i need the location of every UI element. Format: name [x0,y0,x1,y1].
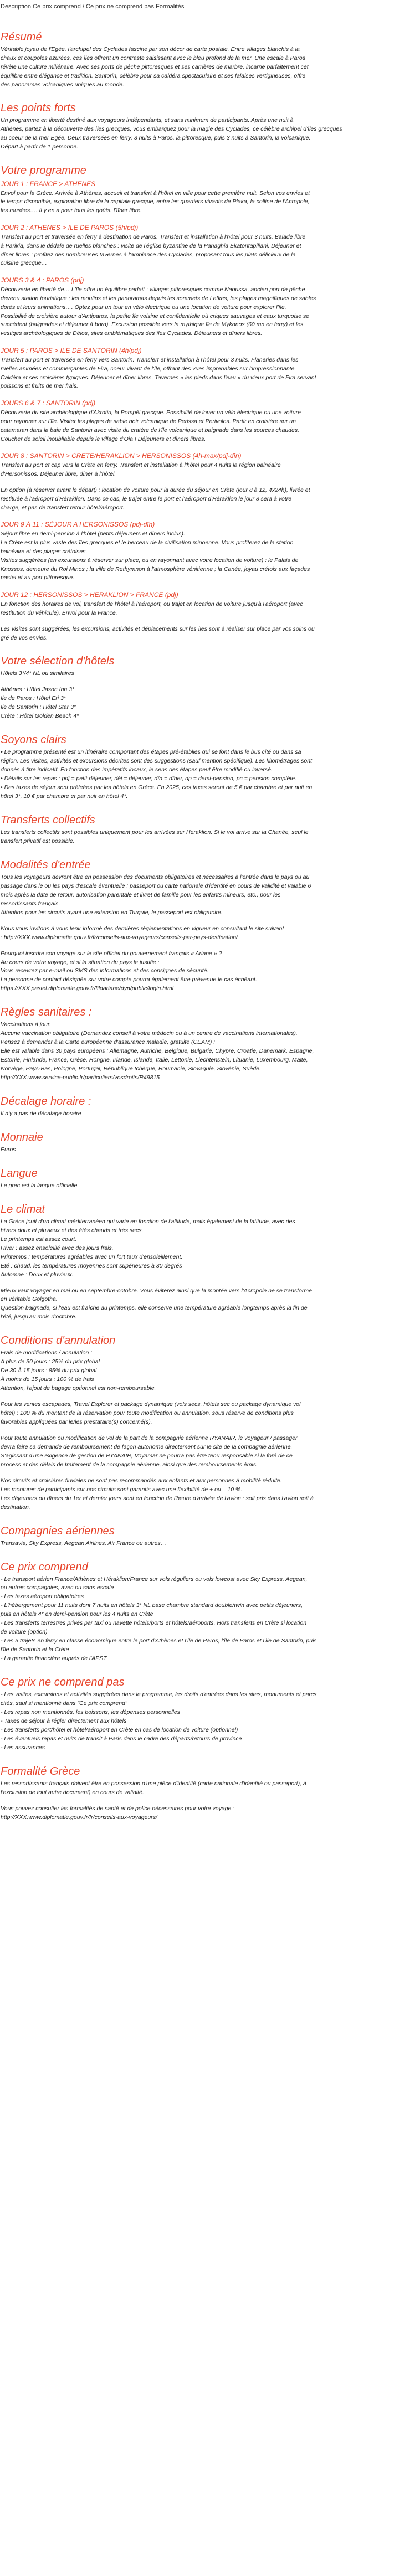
text-line[interactable]: http://XXX.www.diplomatie.gouv.fr/fr/conseils-aux-voyageurs/ [1,1813,157,1821]
text-line: - Taxes de séjour à régler directement aux hôtels [1,1717,127,1724]
text-line: Les ressortissants français doivent être en possession d'une pièce d'identité (carte nationale d'identité ou passeport), à [1,1780,306,1787]
text-line: - Les assurances [1,1744,45,1751]
text-line: hôtel 3*, 10 € par chambre et par nuit en hôtel 4*. [1,793,128,800]
text-line: Départ à partir de 1 personne. [1,143,79,151]
paragraph [1,950,413,994]
text-line: Knossos, demeure du Roi Minos ; la ville de Rethymnon à l'atmosphère vénitienne ; la Canée, joyau crétois aux façades [1,565,310,573]
text-line: Nos circuits et croisières fluviales ne sont pas recommandés aux enfants et aux personnes à mobilité réduite. [1,1477,282,1484]
text-line: restituée à l'aéroport d'Héraklion. Dans ce cas, le trajet entre le port et l'aéroport d'Héraklion le jour 8 sera à votre [1,495,292,502]
section-heading: Transferts collectifs [1,813,95,826]
paragraph [1,748,413,801]
section-heading: Votre sélection d'hôtels [1,655,115,668]
text-line: favorables appliquées par le/les prestataire(s) concerné(s). [1,1419,152,1425]
text-line: puis en hôtels 4* en demi-pension pour les 4 nuits en Crète [1,1611,153,1618]
text-line: ressortissants français. [1,900,60,907]
text-line: Pour les ventes escapades, Travel Explorer et package dynamique (vols secs, hôtels sec ou package dynamique vol + [1,1401,306,1408]
text-line: Euros [1,1146,16,1153]
day-description [1,530,413,583]
text-line: - Les repas non mentionnés, les boissons, les dépenses personnelles [1,1708,180,1715]
text-line: devenu station touristique ; les moulins et les panoramas depuis les sommets de Lefkes, les plages magnifiques de sables [1,295,316,302]
text-line: La personne de contact désignée sur votre compte pourra également être prévenue le cas échéant. [1,976,257,983]
text-line: Le printemps est assez court. [1,1235,77,1243]
section-climat [1,1203,413,1322]
paragraph [1,1575,413,1664]
text-line: - Les transferts port/hôtel et hôtel/aéroport en Crète en cas de location de voiture (optionnel) [1,1726,238,1733]
text-line: Vaccinations à jour. [1,1021,51,1028]
text-line: Aucune vaccination obligatoire (Demandez conseil à votre médecin ou à un centre de vaccinations internationales). [1,1030,298,1037]
text-line: Pensez à demander à la Carte européenne d'assurance maladie, gratuite (CEAM) : [1,1039,216,1046]
text-line: Découverte en liberté de… L'île offre un équilibre parfait : villages pittoresques comme Naoussa, ancien port de pêche [1,286,305,293]
text-line: devra faire sa demande de remboursement de façon autonome directement sur le site de la compagnie aérienne. [1,1443,293,1450]
text-line: Nous vous invitons à vous tenir informé des dernières réglementations en vigueur en consultant le site suivant [1,925,284,932]
text-line: Il n'y a pas de décalage horaire [1,1110,81,1117]
day-title: JOUR 12 : HERSONISSOS > HERAKLION > FRANCE (pdj) [1,591,178,599]
text-line: Frais de modifications / annulation : [1,1349,93,1357]
text-line: • Le programme présenté est un itinéraire comportant des étapes pré-établies qui se font dans le bus cité ou dans sa [1,749,301,756]
section-prix-comprend [1,1560,413,1664]
paragraph [1,625,413,643]
text-line: - Les taxes aéroport obligatoires [1,1593,84,1600]
day-title: JOURS 6 & 7 : SANTORIN (pdj) [1,399,96,408]
paragraph [1,873,413,918]
text-line: hôtel) : 100 % du montant de la réservation pour toute modification ou annulation, sous réserve de conditions plus [1,1410,294,1417]
text-line: Estonie, Finlande, France, Grèce, Hongrie, Irlande, Islande, Italie, Lettonie, Liechtenstein, Lituanie, Luxembourg, Malte, [1,1057,308,1064]
text-line: Véritable joyau de l'Egée, l'archipel des Cyclades fascine par son décor de carte postale. Entre villages blanchis à la [1,45,300,53]
text-line: - La garantie financière auprès de l'APST [1,1655,107,1662]
text-line: de voiture (option) [1,1629,48,1636]
paragraph [1,1805,413,1822]
section-heading: Formalité Grèce [1,1765,80,1778]
text-line: dîner libres : profitez des nombreuses tavernes à l'ambiance des Cyclades, proposant tous les plats délicieux de la [1,251,296,258]
text-line[interactable]: : http://XXX.www.diplomatie.gouv.fr/fr/conseils-aux-voyageurs/conseils-par-pays-destination/ [1,934,238,941]
text-line: en véritable Golgotha. [1,1296,58,1303]
text-line: à Parikia, dans le dédale de ruelles blanches : visite de l'église byzantine de la Panaghia Ekatontapiliani. Déjeuner et [1,242,301,249]
text-line: des panoramas volcaniques uniques au monde. [1,81,124,88]
text-line: Transfert au port et traversée en ferry vers Santorin. Transfert et installation à l'hôtel pour 3 nuits. Flaneries dans les [1,356,299,363]
text-line: process et des délais de traitement de la compagnie aérienne, ainsi que des remboursements émis. [1,1461,258,1468]
text-line: À moins de 15 jours : 100 % de frais [1,1376,94,1383]
section-programme [1,164,413,642]
text-line: Tous les voyageurs devront être en possession des documents obligatoires et nécessaires à l'entrée dans le pays ou au [1,873,310,880]
text-line: Ile de Paros : Hôtel Eri 3* [1,695,66,702]
text-line: ou autres compagnies, avec ou sans escale [1,1584,114,1591]
section-heading: Résumé [1,30,42,43]
text-line: Vous pouvez consulter les formalités de santé et de police nécessaires pour votre voyage : [1,1805,235,1812]
day-title: JOUR 2 : ATHENES > ILE DE PAROS (5h/pdj) [1,224,139,232]
paragraph [1,1182,413,1191]
paragraph [1,1146,413,1155]
section-heading: Compagnies aériennes [1,1524,115,1537]
day-description [1,409,413,444]
text-line: Possibilité de croisière autour d'Antiparos, la petite île voisine et confidentielle où criques sauvages et eaux turquoise se [1,312,310,320]
text-line: Attention, l'ajout de bagage optionnel est non-remboursable. [1,1385,156,1392]
text-line: Mieux vaut voyager en mai ou en septembre-octobre. Vous éviterez ainsi que la montée vers l'Acropole ne se transforme [1,1287,312,1294]
text-line: hivers doux et pluvieux et des étés chauds et très secs. [1,1227,144,1234]
text-line: Printemps : températures agréables avec un fort taux d'ensoleillement. [1,1253,183,1260]
text-line: Elle est valable dans 30 pays européens : Allemagne, Autriche, Belgique, Bulgarie, Chypre, Croatie, Danemark, Espagne, [1,1048,314,1055]
section-monnaie [1,1131,413,1155]
text-line: Transavia, Sky Express, Aegean Airlines, Air France ou autres… [1,1539,167,1547]
text-line: De 30 À 15 jours : 85% du prix global [1,1367,97,1374]
section-heading: Votre programme [1,164,86,177]
paragraph [1,686,413,721]
text-line: - Les visites, excursions et activités suggérées dans le programme, les droits d'entrées dans les sites, monuments et parcs [1,1691,317,1698]
section-langue [1,1167,413,1191]
section-transferts [1,813,413,846]
text-line: poissons et fruits de mer frais. [1,383,79,390]
section-heading: Langue [1,1167,38,1179]
text-line: destination. [1,1503,30,1511]
text-line: Athènes, partez à la découverte des îles grecques, vous embarquez pour la magie des Cyclades, ce célèbre archipel d'îles grecques [1,126,342,133]
text-line: Un programme en liberté destiné aux voyageurs indépendants, et sans minimum de participants. Après une nuit à [1,117,294,124]
text-line: l'exclusion de tout autre document) en cours de validité. [1,1789,144,1796]
paragraph [1,925,413,942]
text-line: - L'hébergement pour 11 nuits dont 7 nuits en hôtels 3* NL base chambre standard double/twin avec petits déjeuners, [1,1602,303,1609]
text-line: restitution du véhicule). Envol pour la France. [1,609,117,616]
text-line[interactable]: http://XXX.www.service-public.fr/particuliers/vosdroits/R49815 [1,1074,160,1081]
section-heading: Conditions d'annulation [1,1335,116,1347]
text-line: au coeur de la mer Egée. Deux traversées en ferry, 3 nuits à Paros, la pittoresque, puis 3 nuits à Santorin, la volcanique. [1,135,311,142]
paragraph [1,1539,413,1548]
text-line: pour rayonner sur l'île. Visiter les plages de sable noir volcanique de Perissa et Perivolos. Partir en croisière sur un [1,418,296,425]
section-annulation [1,1334,413,1512]
text-line: Pourquoi inscrire son voyage sur le site officiel du gouvernement français « Ariane » ? [1,950,222,957]
section-heading: Ce prix ne comprend pas [1,1676,125,1689]
text-line: Les transferts collectifs sont possibles uniquement pour les arrivées sur Heraklion. Si le vol arrive sur la Chanée, seul le [1,828,309,836]
text-line: Au cours de votre voyage, et si la situation du pays le justifie : [1,959,160,966]
section-heading: Les points forts [1,102,76,115]
text-line: mois après la date de retour, autorisation parentale et livret de famille pour les enfants mineurs, etc., pour les [1,891,281,898]
text-line: cuisine grecque… [1,260,48,267]
text-line: transfert privatif est possible. [1,837,75,844]
paragraph [1,1434,413,1470]
day-title: JOUR 5 : PAROS > ILE DE SANTORIN (4h/pdj) [1,347,142,355]
day-description [1,600,413,618]
text-line: Vous recevrez par e-mail ou SMS des informations et des consignes de sécurité. [1,967,209,975]
text-line: l'île de Santorin et la Crète [1,1646,69,1653]
day-description [1,233,413,269]
day-description [1,286,413,339]
text-line: passage dans le ou les pays d'escale éventuelle : passeport ou carte nationale d'identité en cours de validité et valable 6 [1,882,311,889]
day-title: JOUR 8 : SANTORIN > CRETE/HERAKLION > HERSONISSOS (4h-max/pdj-dîn) [1,452,242,460]
paragraph [1,828,413,846]
text-line: S'agissant d'une exigence de gestion de RYANAIR, Voyamar ne pourra pas être tenu responsable si la foré de ce [1,1452,293,1459]
text-line: catamaran dans la baie de Santorin avec visite du cratère de l'île volcanique et baignade dans les sources chaudes. [1,426,300,434]
section-heading: Monnaie [1,1131,43,1143]
section-points-forts [1,101,413,152]
text-line: cités, sauf si mentionné dans "Ce prix comprend" [1,1700,127,1707]
text-line: Transfert au port et traversée en ferry à destination de Paros. Transfert et installation à l'hôtel pour 3 nuits. Balade libre [1,233,306,240]
text-line: Ile de Santorin : Hôtel Star 3* [1,704,76,711]
paragraph [1,669,413,678]
text-line: En option (à réserver avant le départ) : location de voiture pour la durée du séjour en Crète (jour 8 à 12, 4x24h), livrée et [1,486,310,493]
paragraph [1,1218,413,1280]
text-line: succèdent (baignades et déjeuner à bord). Excursion possible vers la mythique île de Mykonos (60 mn en ferry) et les [1,321,304,328]
day-title: JOURS 3 & 4 : PAROS (pdj) [1,276,84,285]
text-line: Envol pour la Grèce. Arrivée à Athènes, accueil et transfert à l'hôtel en ville pour cette première nuit. Selon vos envies et [1,189,310,197]
text-line: • Des taxes de séjour sont préleées par les hôtels en Grèce. En 2025, ces taxes seront de 5 € par chambre et par nuit en [1,784,313,791]
text-line: Athènes : Hôtel Jason Inn 3* [1,686,75,693]
top-tabs-line: Description Ce prix comprend / Ce prix ne comprend pas Formalités [1,3,185,10]
text-line: Attention pour les circuits ayant une extension en Turquie, le passeport est obligatoire. [1,909,223,916]
text-line: révèle une culture millénaire. Avec ses ports de pêche pittoresques et ses carrières de marbre, incarne parfaitement cet [1,63,309,70]
section-hotels [1,655,413,721]
paragraph [1,486,413,513]
text-line: - Le transport aérien France/Athènes et Héraklion/France sur vols réguliers ou vols lowcost avec Sky Express, Aegean, [1,1575,308,1583]
section-heading: Règles sanitaires : [1,1006,92,1019]
text-line: Les déjeuners ou dîners du 1er et dernier jours sont en fonction de l'heure d'arrivée de l'avion : soit pris dans l'avion soit à [1,1495,314,1502]
day-title: JOUR 1 : FRANCE > ATHENES [1,180,96,188]
text-line: Transfert au port et cap vers la Crète en ferry. Transfert et installation à l'hôtel pour 4 nuits la région balnéaire [1,461,281,468]
text-line: - Les transferts terrestres privés par taxi ou navette hôtels/ports et hôtels/aéroports. Hors transferts en Crète si location [1,1620,307,1627]
section-heading: Modalités d'entrée [1,858,91,871]
text-line: balnéaire et des plages crétoises. [1,548,88,555]
section-prix-ne-comprend [1,1676,413,1753]
text-line: Caldéra et ses croisières typiques. Déjeuner et dîner libres. Tavernes « les pieds dans l'eau » du vieux port de Fira servant [1,374,316,381]
text-line: Pour toute annulation ou modification de vol de la part de la compagnie aérienne RYANAIR, le voyageur / passager [1,1434,298,1441]
text-line: Séjour libre en demi-pension à l'hôtel (petits déjeuners et dîners inclus). [1,530,185,537]
section-formalite [1,1765,413,1822]
text-line: gré de vos envies. [1,634,48,641]
paragraph [1,1477,413,1512]
text-line: charge, et pas de transfert retour hôtel/aéroport. [1,504,125,511]
text-line: pastel et au port pittoresque. [1,574,75,581]
paragraph [1,1021,413,1083]
day-description [1,189,413,216]
text-line: Hiver : assez ensoleillé avec des jours frais. [1,1244,114,1251]
section-resume [1,30,413,90]
text-line: Eté : chaud, les températures moyennes sont supérieures à 30 degrés [1,1262,182,1269]
paragraph [1,1691,413,1753]
text-line: Automne : Doux et pluvieux. [1,1271,74,1278]
day-description [1,461,413,479]
text-line: A plus de 30 jours : 25% du prix global [1,1358,100,1366]
text-line[interactable]: https://XXX.pastel.diplomatie.gouv.fr/fildariane/dyn/public/login.html [1,985,174,992]
text-line: Le grec est la langue officielle. [1,1182,79,1189]
section-modalites [1,858,413,993]
text-line: Visites suggérées (en excursions à réserver sur place, ou en rayonnant avec votre location de voiture) : le Palais de [1,557,299,564]
text-line: donnés à titre indicatif. En fonction des impératifs locaux, le sens des étapes peut être modifié ou inversé. [1,766,273,774]
text-line: Les montures de participants sur nos circuits sont garantis avec une flexibilité de + ou – 10 %. [1,1486,243,1493]
text-line: chaux et coupoles azurées, ces îles offrent un contraste saisissant avec le bleu profond de la mer. Une escale à Paros [1,54,305,61]
text-line: La Grèce jouit d'un climat méditerranéen qui varie en fonction de l'altitude, mais également de la latitude, avec des [1,1218,295,1225]
text-line: La Crète est la plus vaste des îles grecques et le berceau de la civilisation minoenne. Vous profiterez de la station [1,539,294,546]
section-soyons-clairs [1,733,413,801]
text-line: Norvège, Pays-Bas, Pologne, Portugal, République tchèque, Roumanie, Slovaquie, Slovénie, Suède. [1,1065,261,1073]
section-compagnies [1,1524,413,1548]
text-line: - Les éventuels repas et nuits de transit à Paris dans le cadre des départs/retours de province [1,1735,242,1742]
section-heading: Le climat [1,1203,45,1215]
text-line: dorés et leurs animations…. Optez pour un tour en vélo électrique ou une location de voiture pour explorer l'île. [1,303,286,311]
text-line: ruelles animées et commerçantes de Fira, coeur vivant de l'île, offrant des vues imprenables sur l'impressionnante [1,365,295,372]
paragraph [1,1110,413,1119]
text-line: d'Hersonissos. Déjeuner libre, dîner à l'hôtel. [1,470,116,477]
text-line: Question baignade, si l'eau est fraîche au printemps, elle conserve une température agréable longtemps après la fin de [1,1305,308,1312]
text-line: Crète : Hôtel Golden Beach 4* [1,713,79,720]
text-line: Coucher de soleil inoubliable depuis le village d'Oia ! Déjeuners et dîners libres. [1,435,206,442]
text-line: - Les 3 trajets en ferry en classe économique entre le port d'Athènes et l'île de Paros, l'île de Paros et l'île de Santorin, puis [1,1637,317,1645]
text-line: vestiges archéologiques de Délos, sites emblématiques des îles Cyclades. Déjeuners et dîners libres. [1,330,263,337]
sections-container [1,30,413,1835]
day-description [1,356,413,391]
text-line: équilibre entre élégance et tradition. Santorin, célèbre pour sa caldéra spectaculaire et ses falaises vertigineuses, offre [1,72,306,79]
section-heading: Décalage horaire : [1,1095,91,1107]
section-sanitaires [1,1006,413,1083]
section-heading: Soyons clairs [1,734,66,746]
paragraph [1,116,413,152]
text-line: l'été, jusqu'au mois d'octobre. [1,1313,77,1321]
day-title: JOUR 9 À 11 : SÉJOUR A HERSONISSOS (pdj-dîn) [1,521,155,529]
text-line: les musées…. Il y en a pour tous les goûts. Dîner libre. [1,207,142,214]
section-heading: Ce prix comprend [1,1560,88,1573]
paragraph [1,1287,413,1322]
text-line: En fonction des horaires de vol, transfert de l'hôtel à l'aéroport, ou trajet en location de voiture jusqu'à l'aéroport (avec [1,600,303,607]
text-line: Les visites sont suggérées, les excursions, activités et déplacements sur les îles sont à réaliser sur place par vos soins ou [1,625,315,632]
text-line: région. Les visites, activités et excursions décrites sont des suggestions (sauf mention spécifique). Les kilométrages sont [1,758,313,765]
text-line: • Détails sur les repas : pdj = petit déjeuner, déj = déjeuner, dîn = dîner, dp = demi-pension, pc = pension complète. [1,775,296,782]
paragraph [1,1400,413,1427]
text-line: le temps disponible, exploration libre de la capitale grecque, entre les quartiers vivants de Plaka, la colline de l'Acropole, [1,198,310,205]
section-decalage [1,1095,413,1119]
text-line: Hôtels 3*/4* NL ou similaires [1,670,74,677]
paragraph [1,45,413,90]
paragraph [1,1780,413,1797]
paragraph [1,1349,413,1393]
text-line: Découverte du site archéologique d'Akrotiri, la Pompéi grecque. Possibilité de louer un vélo électrique ou une voiture [1,409,301,416]
